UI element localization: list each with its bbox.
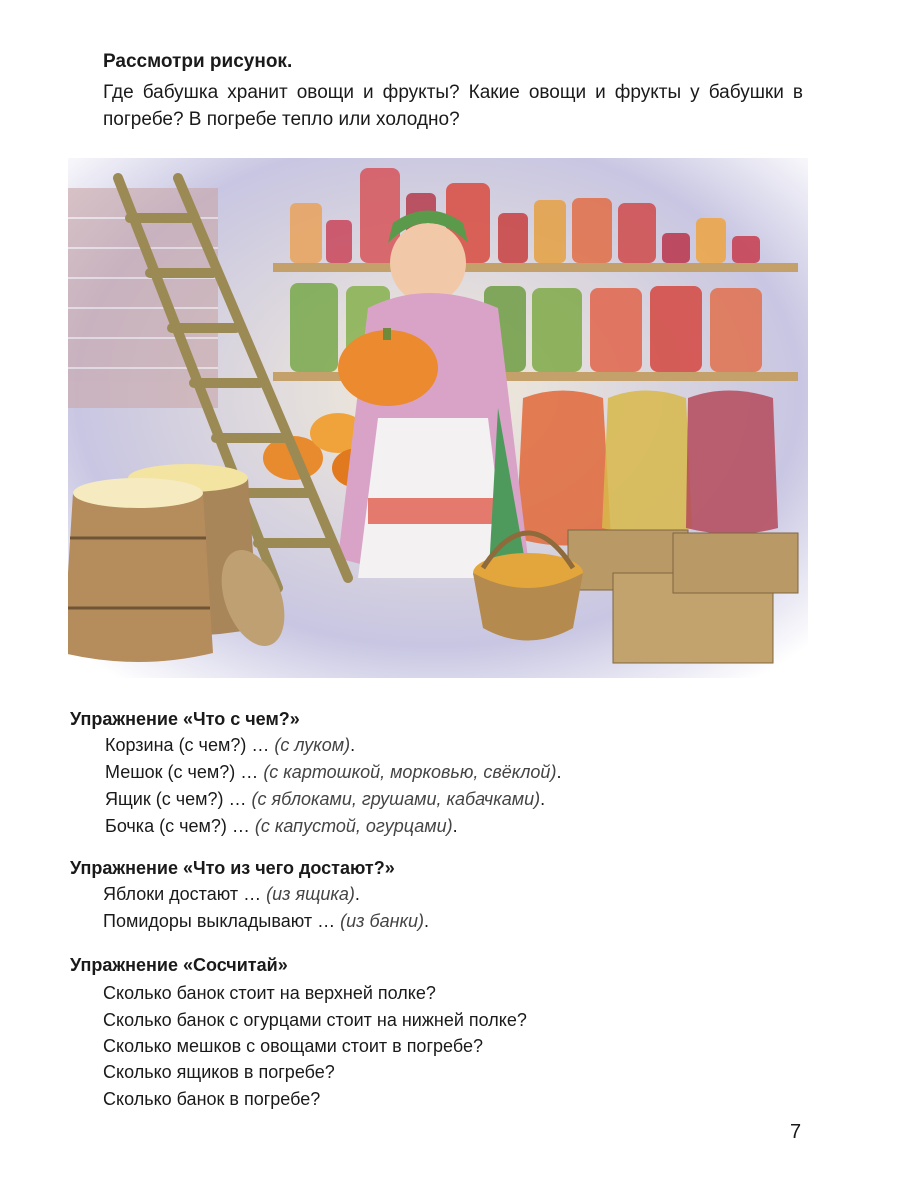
- exercise3-question: Сколько мешков с овощами стоит в погребе?: [103, 1036, 483, 1056]
- exercise1-line: Корзина (с чем?) … (с луком).: [105, 735, 356, 755]
- intro-text: Где бабушка хранит овощи и фрукты? Какие овощи и фрукты у бабушки в погребе? В погребе тепло или холодно?: [103, 82, 803, 130]
- exercise3-title: Упражнение «Сосчитай»: [70, 955, 288, 975]
- exercise2-line: Яблоки достают … (из ящика).: [103, 884, 360, 904]
- page-number: 7: [790, 1121, 802, 1143]
- exercise3-question: Сколько банок стоит на верхней полке?: [103, 983, 436, 1003]
- cellar-illustration: [68, 158, 808, 678]
- top-shelf: [273, 263, 798, 272]
- exercise1-title: Упражнение «Что с чем?»: [70, 709, 300, 729]
- intro-title: Рассмотри рисунок.: [103, 51, 293, 72]
- exercise3-question: Сколько ящиков в погребе?: [103, 1062, 335, 1082]
- sack-beets: [686, 391, 778, 535]
- exercise2-line: Помидоры выкладывают … (из банки).: [103, 911, 430, 931]
- exercise1-line: Ящик (с чем?) … (с яблоками, грушами, кабачками).: [105, 789, 546, 809]
- sack-potatoes: [602, 391, 692, 535]
- exercise1-line: Мешок (с чем?) … (с картошкой, морковью, свёклой).: [105, 762, 562, 782]
- exercise2-title: Упражнение «Что из чего достают?»: [70, 858, 395, 878]
- exercise3-question: Сколько банок в погребе?: [103, 1089, 321, 1109]
- sack-carrots: [516, 391, 611, 546]
- held-pumpkin: [338, 330, 438, 406]
- exercise1-line: Бочка (с чем?) … (с капустой, огурцами).: [105, 816, 458, 836]
- crate-pears: [673, 533, 798, 593]
- exercise3-question: Сколько банок с огурцами стоит на нижней полке?: [103, 1010, 527, 1030]
